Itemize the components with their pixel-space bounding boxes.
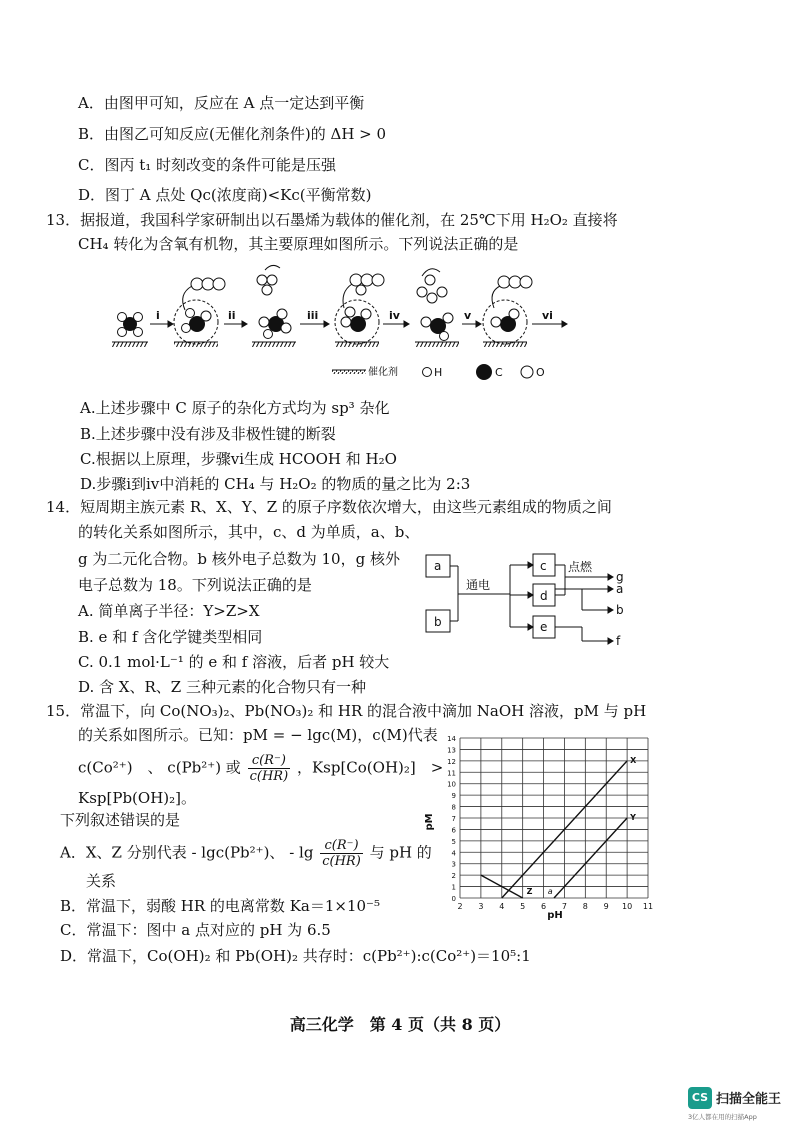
y-tick-label: 7 <box>451 815 456 823</box>
q15-option-a-cont: 关系 <box>86 872 117 890</box>
point-a-label: a <box>547 887 553 896</box>
q13-option-a: A.上述步骤中 C 原子的杂化方式均为 sp³ 杂化 <box>80 399 390 417</box>
frac-denominator: c(HR) <box>249 769 289 784</box>
y-tick-label: 2 <box>451 872 456 881</box>
q13-stem-line1: 13．据报道，我国科学家研制出以石墨烯为载体的催化剂，在 25℃下用 H₂O₂ 直接将 <box>46 211 618 229</box>
y-tick-label: 9 <box>451 792 456 801</box>
legend-catalyst-label: 催化剂 <box>368 367 398 378</box>
q14-option-b: B. e 和 f 含化学键类型相同 <box>78 628 263 646</box>
y-tick-label: 4 <box>451 849 456 858</box>
q14-option-d: D. 含 X、R、Z 三种元素的化合物只有一种 <box>78 678 366 696</box>
x-tick-label: 11 <box>642 902 654 911</box>
y-tick-label: 1 <box>451 883 456 892</box>
molecule-ch4 <box>118 313 143 337</box>
q14-conversion-diagram <box>420 545 640 655</box>
q13-option-d: D.步骤ⅰ到ⅳ中消耗的 CH₄ 与 H₂O₂ 的物质的量之比为 2:3 <box>80 475 471 493</box>
y-tick-label: 8 <box>451 803 456 812</box>
x-tick-label: 5 <box>520 902 526 911</box>
q15-pm-ph-chart <box>420 730 660 920</box>
label-e: e <box>540 620 548 634</box>
camscanner-tagline: 3亿人都在用的扫描App <box>688 1113 757 1121</box>
q15-option-c: C．常温下：图中 a 点对应的 pH 为 6.5 <box>60 921 331 939</box>
q12-option-a: A．由图甲可知，反应在 A 点一定达到平衡 <box>78 94 365 112</box>
step-label-5: v <box>464 309 472 322</box>
frac-numerator: c(R⁻) <box>248 753 291 769</box>
y-tick-label: 3 <box>451 860 456 869</box>
q12-option-d: D．图丁 A 点处 Qc(浓度商)<Kc(平衡常数) <box>78 186 372 204</box>
step-label-1: i <box>156 309 160 322</box>
q15-option-a <box>60 838 432 869</box>
output-a: a <box>616 582 624 596</box>
label-electrolysis: 通电 <box>466 578 491 592</box>
y-tick-label: 13 <box>447 746 456 755</box>
legend-h-label: H <box>434 366 443 379</box>
intermediate-3 <box>257 265 291 338</box>
q15-option-d: D．常温下，Co(OH)₂ 和 Pb(OH)₂ 共存时：c(Pb²⁺):c(Co²⁺)＝10⁵:1 <box>60 947 531 965</box>
q13-stem-line2: CH₄ 转化为含氧有机物，其主要原理如图所示。下列说法正确的是 <box>78 235 519 253</box>
q13-mechanism-figure <box>100 258 580 388</box>
label-ignite: 点燃 <box>568 560 593 574</box>
frac-numerator: c(R⁻) <box>320 838 363 854</box>
series-line-y <box>554 818 627 898</box>
x-tick-label: 4 <box>499 902 505 911</box>
y-tick-label: 12 <box>447 757 456 766</box>
q15-stem-line3a: c(Co²⁺) 、 c(Pb²⁺) 或 <box>78 758 241 777</box>
y-tick-label: 10 <box>447 780 456 789</box>
y-tick-label: 14 <box>447 735 456 743</box>
y-tick-label: 6 <box>451 826 456 835</box>
output-g: g <box>616 570 624 584</box>
series-label-x: X <box>630 755 637 765</box>
series-label-y: Y <box>630 813 636 822</box>
series-label-z: Z <box>526 887 533 896</box>
q14-stem-line2: 的转化关系如图所示，其中，c、d 为单质，a、b、 <box>78 523 420 541</box>
q13-legend <box>332 364 545 380</box>
label-c: c <box>540 559 547 573</box>
q15-fraction-r-over-hr <box>248 753 291 784</box>
step-label-4: iv <box>389 309 400 322</box>
q15-stem-line1: 15．常温下，向 Co(NO₃)₂、Pb(NO₃)₂ 和 HR 的混合液中滴加 NaOH 溶液，pM 与 pH <box>46 702 647 720</box>
q12-option-b: B．由图乙可知反应(无催化剂条件)的 ΔH > 0 <box>78 125 387 143</box>
label-d: d <box>540 589 548 603</box>
output-f: f <box>616 634 621 648</box>
q15-option-a-fraction <box>320 838 363 869</box>
y-tick-label: 11 <box>447 769 456 778</box>
q15-stem-line4: Ksp[Pb(OH)₂]。 <box>78 789 197 807</box>
q14-option-a: A. 简单离子半径：Y>Z>X <box>78 602 260 620</box>
chart-series <box>481 756 637 898</box>
x-tick-label: 9 <box>603 902 609 911</box>
x-tick-label: 7 <box>561 902 567 911</box>
q15-stem-line3 <box>78 753 443 784</box>
legend-o-label: O <box>536 366 545 379</box>
x-tick-label: 6 <box>541 902 547 911</box>
q15-option-b: B．常温下，弱酸 HR 的电离常数 Ka＝1×10⁻⁵ <box>60 897 380 915</box>
q12-option-c: C．图丙 t₁ 时刻改变的条件可能是压强 <box>78 156 337 174</box>
intermediate-5 <box>417 269 453 341</box>
q15-stem-line3b: ，Ksp[Co(OH)₂] > <box>296 758 444 777</box>
label-b: b <box>434 615 442 629</box>
step-label-6: vi <box>542 309 553 322</box>
catalyst-surfaces <box>112 342 527 347</box>
intermediate-2 <box>174 278 225 344</box>
step-label-2: ii <box>228 309 236 322</box>
q14-stem-line4: 电子总数为 18。下列说法正确的是 <box>78 576 312 594</box>
chart-x-axis-label: pH <box>547 910 563 920</box>
x-tick-label: 8 <box>582 902 588 911</box>
legend-c-icon <box>476 364 492 380</box>
q15-stem-line5: 下列叙述错误的是 <box>60 811 181 829</box>
step-label-3: iii <box>307 309 319 322</box>
q15-option-a-part1: A．X、Z 分别代表 - lgc(Pb²⁺)、 - lg <box>60 843 314 862</box>
y-tick-label: 0 <box>451 895 456 903</box>
q14-stem-line1: 14．短周期主族元素 R、X、Y、Z 的原子序数依次增大，由这些元素组成的物质之间 <box>46 498 612 516</box>
q13-option-c: C.根据以上原理，步骤ⅵ生成 HCOOH 和 H₂O <box>80 450 397 468</box>
intermediate-4 <box>335 274 384 344</box>
camscanner-brand: 扫描全能王 <box>716 1092 782 1107</box>
q15-option-a-part2: 与 pH 的 <box>369 843 432 862</box>
y-tick-label: 5 <box>451 837 456 846</box>
intermediate-6 <box>483 276 532 344</box>
chart-grid <box>460 738 648 898</box>
legend-o-icon <box>521 366 533 378</box>
x-tick-label: 3 <box>478 902 484 911</box>
q14-option-c: C. 0.1 mol·L⁻¹ 的 e 和 f 溶液，后者 pH 较大 <box>78 653 390 671</box>
output-b: b <box>616 603 624 617</box>
legend-h-icon <box>423 368 432 377</box>
camscanner-logo-icon: CS <box>688 1087 712 1109</box>
x-tick-label: 2 <box>457 902 463 911</box>
page-footer: 高三化学 第 4 页（共 8 页） <box>289 1015 511 1034</box>
q14-stem-line3: g 为二元化合物。b 核外电子总数为 10，g 核外 <box>78 550 400 568</box>
legend-c-label: C <box>495 366 503 379</box>
chart-y-axis-label: pM <box>424 813 435 831</box>
x-tick-label: 10 <box>622 902 633 911</box>
label-a: a <box>434 559 442 573</box>
frac-denominator: c(HR) <box>322 854 361 869</box>
q13-option-b: B.上述步骤中没有涉及非极性键的断裂 <box>80 425 336 443</box>
q15-stem-line2: 的关系如图所示。已知：pM = − lgc(M)，c(M)代表 <box>78 726 438 744</box>
